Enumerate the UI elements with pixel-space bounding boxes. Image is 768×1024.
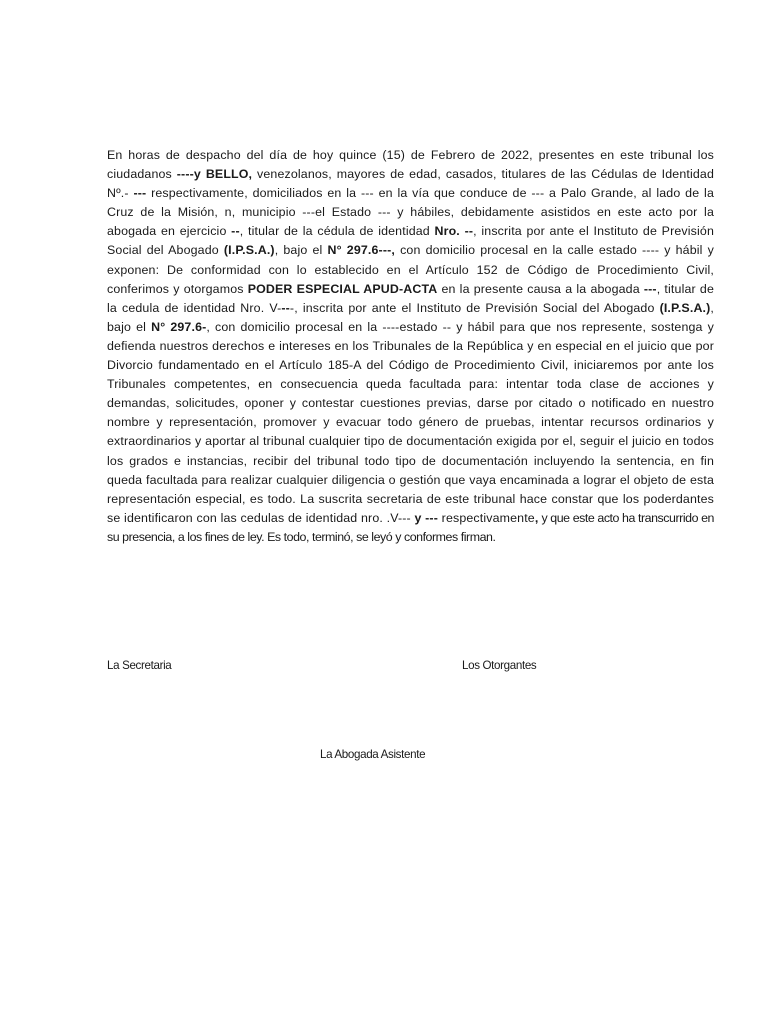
bold-text-run: --: [281, 300, 290, 315]
bold-text-run: (I.P.S.A.): [223, 243, 275, 258]
text-run: , titular de la cédula de identidad: [239, 224, 435, 239]
text-run: En horas de despacho del día de hoy quince (15) de Febrero de 2022, presentes en este tribunal los ciudadanos: [107, 148, 714, 182]
bold-text-run: ---: [643, 281, 657, 296]
bold-text-run: ---: [133, 186, 147, 201]
body-paragraph: [107, 146, 714, 547]
signature-label-secretaria: La Secretaria: [107, 659, 172, 672]
text-run: , titular de la cedula de identidad Nro. V-: [107, 281, 714, 315]
bold-text-run: PODER ESPECIAL APUD-ACTA: [247, 281, 438, 296]
text-run: en la presente causa a la abogada: [437, 281, 644, 296]
text-run: venezolanos, mayores de edad, casados, titulares de las Cédulas de Identidad Nº.-: [107, 167, 714, 201]
bold-text-run: N° 297.6-: [151, 319, 207, 334]
bold-text-run: --: [231, 224, 240, 239]
text-run: , inscrita por ante el Instituto de Previsión Social del Abogado: [107, 224, 714, 258]
text-run: -, inscrita por ante el Instituto de Previsión Social del Abogado: [289, 300, 660, 315]
text-run: , bajo el: [274, 243, 328, 258]
bold-text-run: y ---: [414, 510, 438, 525]
text-run: respectivamente: [438, 510, 535, 525]
text-run: , con domicilio procesal en la ----estado -- y hábil para que nos represente, sostenga y defienda nuestros derechos e intereses en los Tribunales de la República y en especial en el juicio que por Divorcio fundamentado en el Artículo 185-A del Código de Procedimiento Civil, iniciaremos por ante los Tribunales competentes, en consecuencia queda facultada para: intentar toda clase de acciones y demandas, solicitudes, oponer y contestar cuestiones previas, darse por citado o notificado en nuestro nombre y representación, promover y evacuar todo género de pruebas, intentar recursos ordinarios y extraordinarios y aportar al tribunal cualquier tipo de documentación exigida por el, seguir el juicio en todos los grados e instancias, recibir del tribunal todo tipo de documentación incluyendo la sentencia, en fin queda facultada para realizar cualquier diligencia o gestión que vaya encaminada a lograr el objeto de esta representación especial, es todo. La suscrita secretaria de este tribunal hace constar que los poderdantes se identificaron con las cedulas de identidad nro. .V---: [107, 319, 714, 525]
text-run: , bajo el: [107, 300, 714, 334]
document-body: [107, 146, 714, 547]
text-run: con domicilio procesal en la calle estado ---- y hábil y exponen: De conformidad con lo establecido en el Artículo 152 de Código de Procedimiento Civil, conferimos y otorgamos: [107, 243, 714, 296]
signature-label-abogada: La Abogada Asistente: [320, 748, 426, 761]
bold-text-run: ,: [534, 510, 539, 525]
bold-text-run: (I.P.S.A.): [659, 300, 711, 315]
bold-text-run: N° 297.6---,: [327, 243, 395, 258]
text-run: respectivamente, domiciliados en la --- en la vía que conduce de --- a Palo Grande, al lado de la Cruz de la Misión, n, municipio ---el Estado --- y hábiles, debidamente asistidos en este acto por la abogada en ejercicio: [107, 186, 714, 239]
bold-text-run: ----y BELLO,: [176, 167, 253, 182]
bold-text-run: Nro. --: [434, 224, 474, 239]
text-run: y que este acto ha transcurrido en su presencia, a los fines de ley. Es todo, terminó, se leyó y conformes firman.: [107, 510, 714, 544]
signature-label-otorgantes: Los Otorgantes: [462, 659, 537, 672]
